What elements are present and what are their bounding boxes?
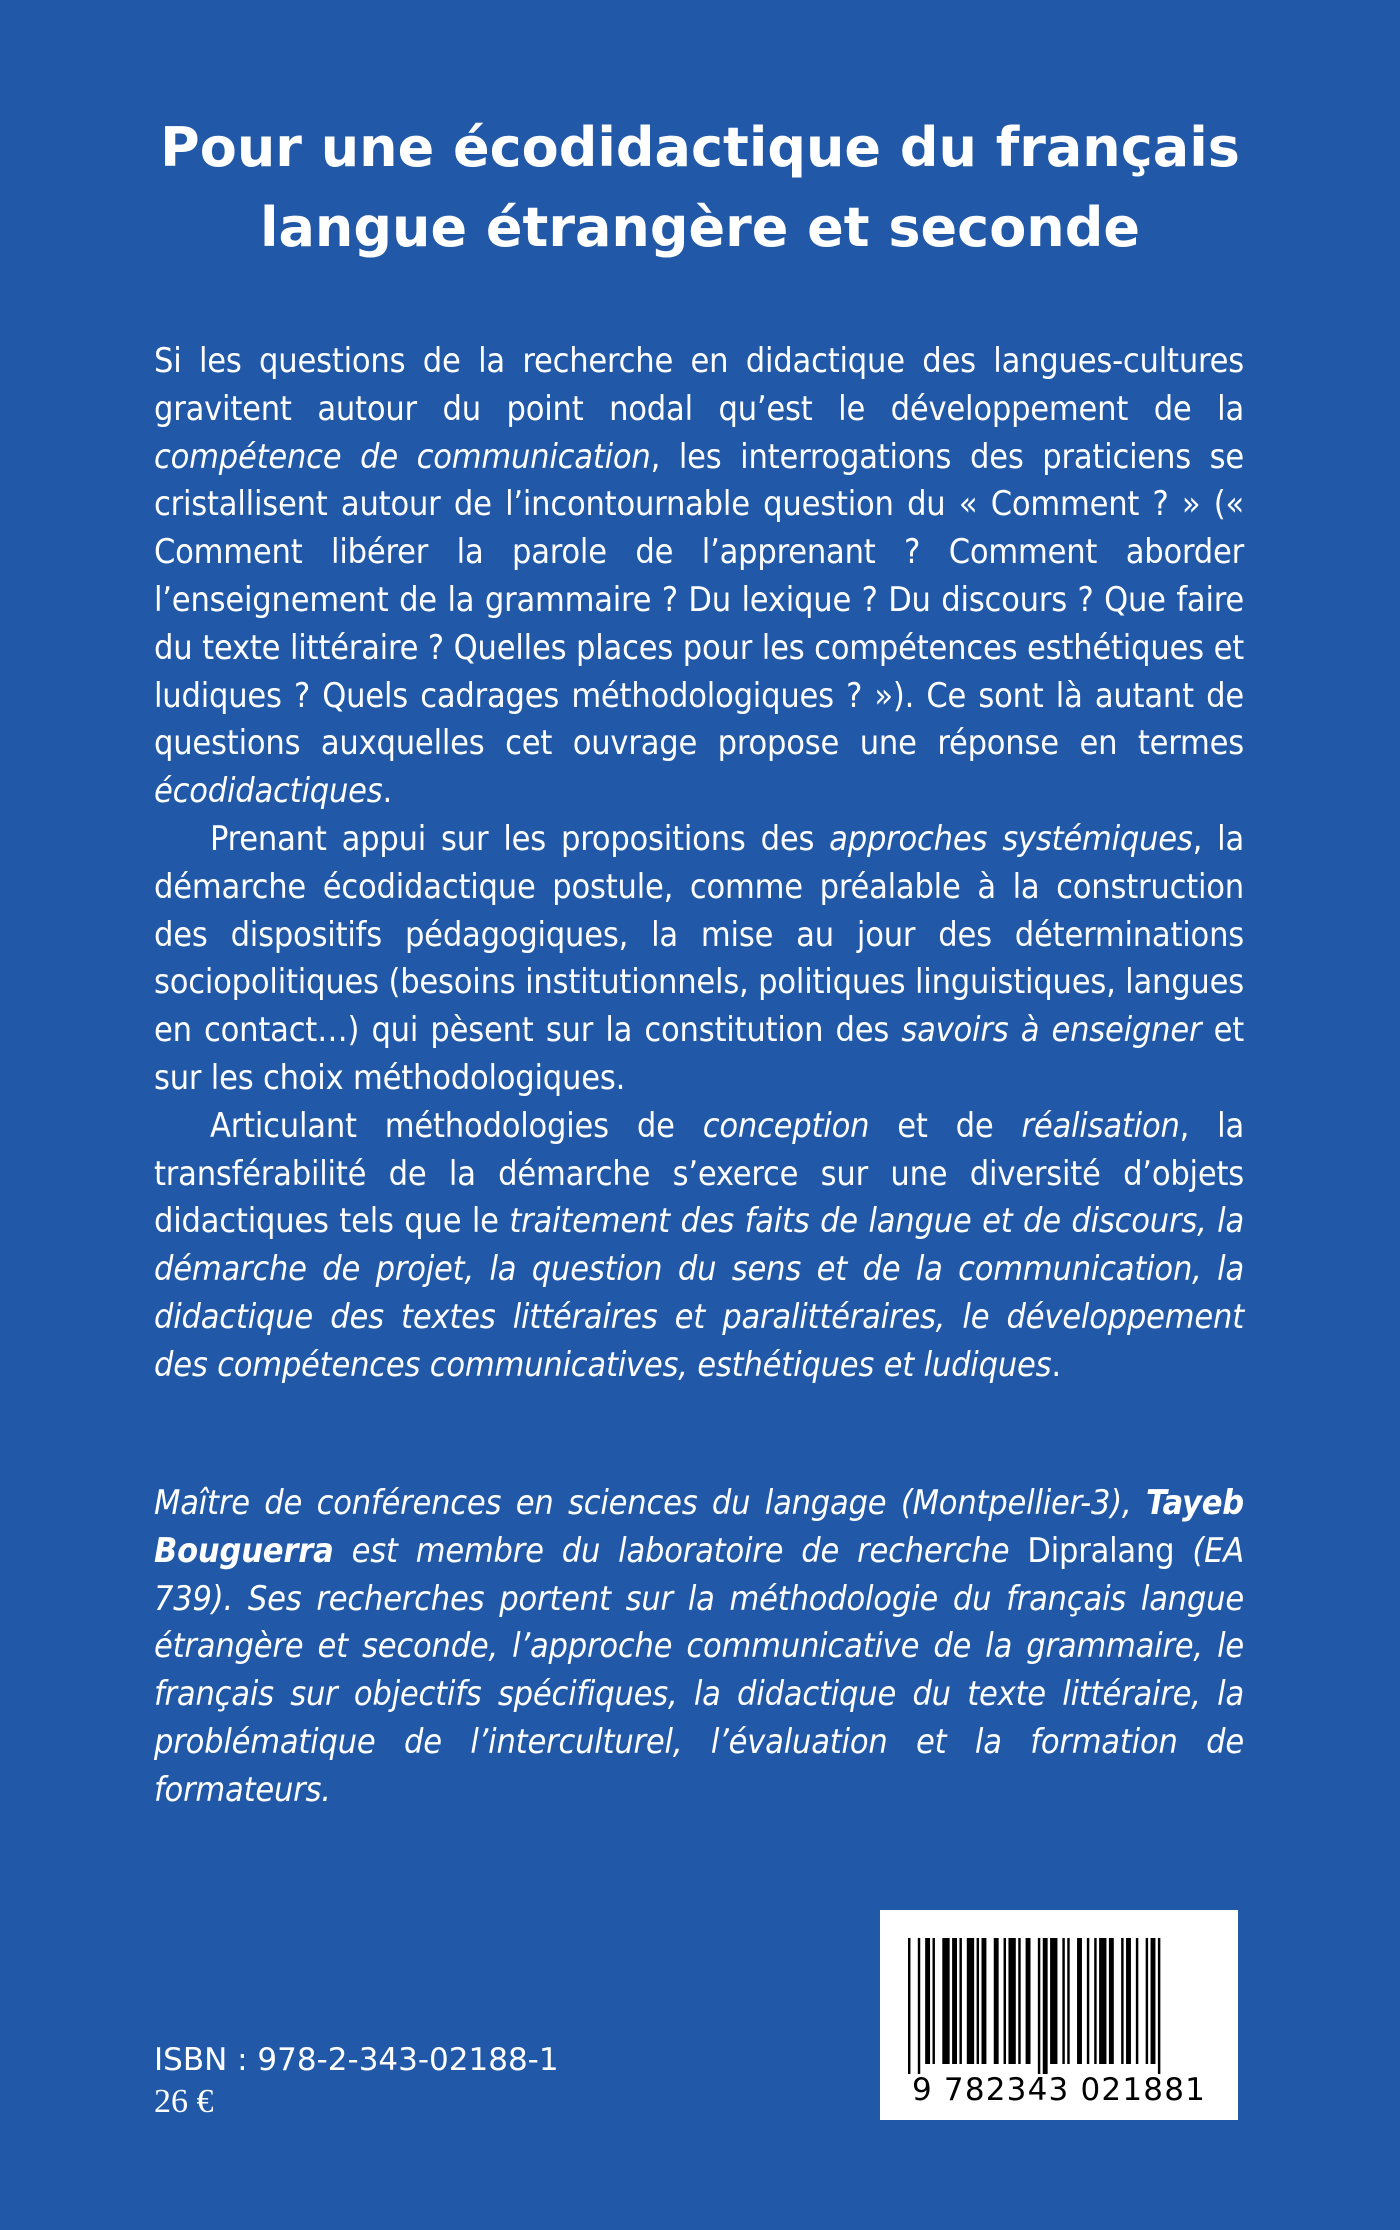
barcode-bar: [959, 1938, 961, 2064]
barcode-bar: [1004, 1938, 1006, 2064]
barcode-bar: [952, 1938, 957, 2064]
barcode-bar: [982, 1938, 987, 2064]
barcode-bar: [1151, 1938, 1156, 2064]
barcode-bar: [977, 1938, 979, 2064]
barcode-bar: [1099, 1938, 1106, 2064]
isbn: ISBN : 978-2-343-02188-1: [154, 2042, 559, 2078]
author-name: Tayeb Bouguerra: [154, 1483, 1244, 1571]
barcode-bar: [1136, 1938, 1138, 2064]
barcode-bar: [1087, 1938, 1089, 2064]
title-line-1: Pour une écodidactique du français: [160, 116, 1240, 179]
barcode-bar: [1077, 1938, 1082, 2064]
barcode-bar: [1050, 1938, 1057, 2064]
lab-name: Dipralang: [1027, 1530, 1175, 1571]
blurb-paragraph-1: Si les questions de la recherche en didactique des langues-cultures gravitent autour du point nodal qu’est le développement de la compétence de communication, les interrogations des praticiens se cristallisent autour de l’incontournable question du « Comment ? » (« Comment libérer la parole de l’apprenant ? Comment aborder l’enseignement de la grammaire ? Du lexique ? Du discours ? Que faire du texte littéraire ? Quelles places pour les compétences esthétiques et ludiques ? Quels cadrages méthodologiques ? »). Ce sont là autant de questions auxquelles cet ouvrage propose une réponse en termes écodidactiques.: [154, 341, 1244, 812]
author-bio-text: Maître de conférences en sciences du langage (Montpellier-3), Tayeb Bouguerra est membre du laboratoire de recherche Dipralang (EA 739). Ses recherches portent sur la méthodologie du français langue étrangère et seconde, l’approche communicative de la grammaire, le français sur objectifs spécifiques, la didactique du texte littéraire, la problématique de l’interculturel, l’évaluation et la formation de formateurs.: [154, 1483, 1244, 1810]
barcode-bar: [1094, 1938, 1096, 2064]
barcode-bar: [925, 1938, 930, 2064]
barcode-bar: [1121, 1938, 1123, 2064]
barcode-digits: 9 782343 021881: [911, 2072, 1207, 2108]
price: 26 €: [154, 2083, 214, 2120]
barcode-bar: [1109, 1938, 1114, 2064]
blurb-paragraph-2: Prenant appui sur les propositions des approches systémiques, la démarche écodidactique postule, comme préalable à la construction des dispositifs pédagogiques, la mise au jour des déterminations sociopolitiques (besoins institutionnels, politiques linguistiques, langues en contact…) qui pèsent sur la constitution des savoirs à enseigner et sur les choix méthodologiques.: [154, 818, 1244, 1098]
blurb: [154, 338, 1244, 1390]
author-bio: [154, 1480, 1244, 1815]
barcode-bar: [1067, 1938, 1069, 2064]
barcode-bar: [994, 1938, 999, 2064]
barcode-bar: [1008, 1938, 1015, 2064]
barcode-bar: [1026, 1938, 1031, 2064]
barcode-bar: [908, 1938, 910, 2074]
book-title: [110, 108, 1290, 268]
title-line-2: langue étrangère et seconde: [259, 196, 1141, 259]
barcode-bar: [1043, 1938, 1048, 2074]
barcode-bar: [933, 1938, 935, 2064]
barcode-bar: [1018, 1938, 1020, 2064]
blurb-paragraph-3: Articulant méthodologies de conception et de réalisation, la transférabilité de la démarche s’exerce sur une diversité d’objets didactiques tels que le traitement des faits de langue et de discours, la démarche de projet, la question du sens et de la communication, la didactique des textes littéraires et paralittéraires, le développement des compétences communicatives, esthétiques et ludiques.: [154, 1105, 1244, 1385]
barcode-bar: [942, 1938, 949, 2064]
barcode-bar: [1062, 1938, 1064, 2064]
barcode-bar: [918, 1938, 920, 2074]
barcode-bar: [1038, 1938, 1040, 2074]
barcode-bar: [967, 1938, 974, 2064]
barcode: [880, 1910, 1238, 2120]
barcode-bar: [1126, 1938, 1131, 2064]
barcode-bar: [1146, 1938, 1148, 2064]
barcode-bar: [1158, 1938, 1160, 2074]
